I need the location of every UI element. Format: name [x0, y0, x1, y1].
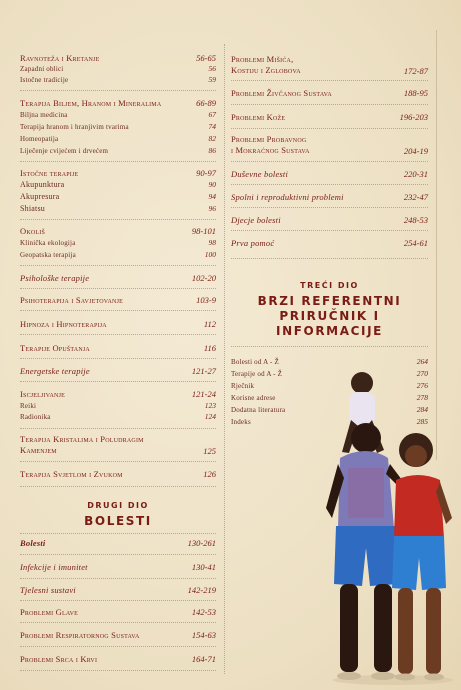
- toc-entry-title: Problemi Glave: [20, 607, 79, 617]
- toc-entry-pages: 96: [208, 204, 216, 213]
- toc-entry-title: Istočne terapije: [20, 168, 79, 178]
- separator: [231, 104, 428, 106]
- toc-entry-title: Hipnoza i Hipnoterapija: [20, 319, 107, 329]
- toc-entry-svjetlo-zvuk[interactable]: [20, 469, 216, 479]
- toc-entry-title: Korisne adrese: [231, 394, 276, 402]
- toc-subentry[interactable]: [20, 146, 216, 156]
- separator: [20, 381, 216, 383]
- toc-entry-pages: 264: [416, 357, 428, 366]
- separator: [231, 80, 428, 82]
- separator: [20, 461, 216, 463]
- toc-entry-pages: 66-89: [196, 98, 216, 108]
- family-photo: [318, 368, 458, 686]
- toc-entry-title: Okoliš: [20, 226, 46, 236]
- separator: [20, 670, 216, 672]
- separator: [20, 90, 216, 92]
- separator: [20, 219, 216, 221]
- toc-entry-pages: 123: [204, 401, 216, 410]
- toc-entry-pages: 124: [204, 412, 216, 421]
- toc-entry-pages: 284: [416, 405, 428, 414]
- toc-subentry[interactable]: [20, 250, 216, 260]
- toc-entry-title: Terapija Biljem, Hranom i Mineralima: [20, 98, 162, 108]
- toc-subentry[interactable]: [20, 64, 216, 74]
- toc-entry-pages: 90-97: [196, 168, 216, 178]
- separator: [20, 578, 216, 580]
- toc-entry-pages: 142-53: [191, 607, 216, 617]
- toc-entry-dusevne[interactable]: [231, 169, 428, 179]
- title-line: PRIRUČNIK I: [279, 309, 380, 323]
- toc-entry-pages: 204-19: [403, 146, 428, 156]
- toc-entry-pages: 56-65: [196, 53, 216, 63]
- toc-entry-pages: 59: [208, 75, 216, 84]
- toc-entry-title: Iscjeljivanje: [20, 389, 65, 399]
- toc-entry-title: Djecje bolesti: [231, 215, 281, 225]
- toc-entry-title: Indeks: [231, 418, 251, 426]
- toc-entry-pages: 196-203: [399, 112, 428, 122]
- toc-entry-title: Problemi Respiratornog Sustava: [20, 630, 140, 640]
- separator: [20, 161, 216, 163]
- toc-entry-title: Terapije od A - Ž: [231, 370, 283, 378]
- part-label: DRUGI DIO: [87, 501, 149, 510]
- toc-entry-pages: 254-61: [403, 238, 428, 248]
- separator: [20, 554, 216, 556]
- toc-entry-pages: 86: [208, 146, 216, 155]
- title-line: Problemi Mišića,: [231, 54, 294, 64]
- toc-entry-pages: 102-20: [191, 273, 216, 283]
- separator: [20, 288, 216, 290]
- toc-entry-kristali[interactable]: [20, 434, 216, 456]
- toc-entry-pages: 154-63: [191, 630, 216, 640]
- toc-entry-title: Akupunktura: [20, 180, 65, 189]
- toc-entry-title: Terapija hranom i hranjivim tvarima: [20, 123, 129, 131]
- toc-entry-tjelesni[interactable]: [20, 585, 216, 595]
- toc-entry-title: Energetske terapije: [20, 366, 90, 376]
- toc-entry-pages: 103-9: [196, 295, 216, 305]
- toc-entry-title: Istočne tradicije: [20, 76, 69, 84]
- toc-entry-title: Biljna medicina: [20, 111, 68, 119]
- toc-entry-pages: 142-219: [187, 585, 216, 595]
- separator: [231, 230, 428, 232]
- toc-entry-infekcije[interactable]: [20, 562, 216, 572]
- toc-entry-title: Psihološke terapije: [20, 273, 90, 283]
- toc-entry-pages: 94: [208, 192, 216, 201]
- toc-entry-glava[interactable]: [20, 607, 216, 617]
- toc-entry-pages: 112: [203, 319, 216, 329]
- title-line: INFORMACIJE: [276, 324, 383, 338]
- toc-entry-prva-pomoc[interactable]: [231, 238, 428, 248]
- toc-entry-pages: 130-261: [187, 538, 216, 548]
- toc-entry-spolni[interactable]: [231, 192, 428, 202]
- toc-entry-pages: 121-27: [191, 366, 216, 376]
- column-divider: [224, 44, 226, 674]
- toc-entry-title: Zapadni oblici: [20, 65, 64, 73]
- toc-entry-psihoterapija[interactable]: [20, 295, 216, 305]
- toc-entry-bolesti[interactable]: [20, 538, 216, 548]
- title-line: Kostiju i Zglobova: [231, 65, 301, 75]
- separator: [20, 265, 216, 267]
- toc-entry-pages: 278: [416, 393, 428, 402]
- separator: [20, 533, 216, 535]
- toc-entry-pages: 67: [208, 110, 216, 119]
- toc-subentry[interactable]: [20, 110, 216, 120]
- toc-entry-title: Problemi Srca i Krvi: [20, 654, 98, 664]
- separator: [20, 646, 216, 648]
- title-line: i Mokraćnog Sustava: [231, 145, 310, 155]
- toc-entry-pages: 130-41: [191, 562, 216, 572]
- toc-entry-title: Terapija Svjetlom i Zvukom: [20, 469, 123, 479]
- toc-subentry[interactable]: [20, 204, 216, 214]
- toc-entry-opustanja[interactable]: [20, 343, 216, 353]
- toc-entry-title: [231, 134, 310, 156]
- toc-entry-pages: 270: [416, 369, 428, 378]
- separator: [231, 184, 428, 186]
- toc-entry-pages: 285: [416, 417, 428, 426]
- toc-entry-title: [20, 434, 144, 456]
- separator: [231, 346, 428, 348]
- toc-entry-title: Klinička ekologija: [20, 239, 76, 247]
- title-line: Problemi Probavnog: [231, 134, 307, 144]
- toc-entry-pages: 98: [208, 238, 216, 247]
- toc-entry-pages: 56: [208, 64, 216, 73]
- toc-entry-title: Terapije Opuštanja: [20, 343, 90, 353]
- separator: [231, 161, 428, 163]
- toc-entry-title: Akupresura: [20, 192, 60, 201]
- separator: [231, 258, 428, 260]
- toc-entry-djecje[interactable]: [231, 215, 428, 225]
- toc-subentry[interactable]: [231, 357, 428, 367]
- toc-subentry[interactable]: [20, 180, 216, 190]
- toc-entry-okolis[interactable]: [20, 226, 216, 236]
- toc-entry-misici[interactable]: [231, 54, 428, 76]
- toc-entry-ravnoteza[interactable]: [20, 53, 216, 63]
- toc-entry-title: Rječnik: [231, 382, 255, 390]
- title-line: BRZI REFERENTNI: [257, 294, 402, 308]
- toc-entry-pages: 74: [208, 122, 216, 131]
- toc-entry-title: Bolesti: [20, 538, 46, 548]
- toc-entry-pages: 164-71: [191, 654, 216, 664]
- toc-entry-hipnoza[interactable]: [20, 319, 216, 329]
- toc-entry-pages: 90: [208, 180, 216, 189]
- toc-entry-title: Spolni i reproduktivni problemi: [231, 192, 344, 202]
- toc-entry-title: Problemi Živčanog Sustava: [231, 88, 332, 98]
- separator: [20, 310, 216, 312]
- toc-subentry[interactable]: [20, 412, 216, 422]
- toc-entry-title: Bolesti od A - Ž: [231, 358, 279, 366]
- part-label: TREĆI DIO: [300, 281, 359, 290]
- toc-entry-srce[interactable]: [20, 654, 216, 664]
- toc-entry-title: Homeopatija: [20, 135, 59, 143]
- part-title: BOLESTI: [84, 514, 152, 528]
- toc-entry-pages: 82: [208, 134, 216, 143]
- toc-entry-title: Psihoterapija i Savjetovanje: [20, 295, 123, 305]
- toc-entry-respiratorni[interactable]: [20, 630, 216, 640]
- toc-entry-pages: 276: [416, 381, 428, 390]
- toc-entry-title: Tjelesni sustavi: [20, 585, 76, 595]
- toc-entry-title: [231, 54, 301, 76]
- toc-entry-pages: 126: [203, 469, 216, 479]
- toc-entry-title: Infekcije i imunitet: [20, 562, 88, 572]
- toc-subentry[interactable]: [20, 238, 216, 248]
- toc-entry-koza[interactable]: [231, 112, 428, 122]
- toc-entry-probavni[interactable]: [231, 134, 428, 156]
- toc-entry-pages: 220-31: [403, 169, 428, 179]
- title-line: Kamenjem: [20, 445, 57, 455]
- toc-entry-pages: 248-53: [403, 215, 428, 225]
- part-title: [231, 294, 428, 339]
- separator: [20, 486, 216, 488]
- title-line: Terapija Kristalima i Poludragim: [20, 434, 144, 444]
- toc-entry-title: Liječenje cvijećem i drvećem: [20, 147, 109, 155]
- toc-entry-pages: 121-24: [191, 389, 216, 399]
- toc-entry-title: Duševne bolesti: [231, 169, 289, 179]
- toc-entry-psiholoske[interactable]: [20, 273, 216, 283]
- toc-entry-title: Problemi Kože: [231, 112, 286, 122]
- toc-entry-pages: 125: [203, 446, 216, 456]
- toc-subentry[interactable]: [20, 401, 216, 411]
- toc-entry-pages: 98-101: [191, 226, 216, 236]
- separator: [20, 622, 216, 624]
- toc-entry-pages: 188-95: [403, 88, 428, 98]
- separator: [20, 600, 216, 602]
- separator: [231, 207, 428, 209]
- separator: [20, 428, 216, 430]
- toc-entry-title: Reiki: [20, 402, 37, 410]
- toc-entry-istocne[interactable]: [20, 168, 216, 178]
- toc-entry-terapija-biljem[interactable]: [20, 98, 216, 108]
- toc-entry-iscjeljivanje[interactable]: [20, 389, 216, 399]
- separator: [20, 334, 216, 336]
- toc-entry-title: Radionika: [20, 413, 51, 421]
- toc-entry-title: Geopatska terapija: [20, 251, 76, 259]
- toc-entry-title: Shiatsu: [20, 204, 45, 213]
- toc-entry-pages: 100: [204, 250, 216, 259]
- toc-subentry[interactable]: [20, 134, 216, 144]
- toc-entry-pages: 172-87: [403, 66, 428, 76]
- toc-entry-title: Dodatna literatura: [231, 406, 286, 414]
- toc-entry-pages: 116: [203, 343, 216, 353]
- toc-subentry[interactable]: [20, 75, 216, 85]
- toc-entry-pages: 232-47: [403, 192, 428, 202]
- toc-entry-title: Ravnoteža i Kretanje: [20, 53, 100, 63]
- toc-entry-title: Prva pomoć: [231, 238, 275, 248]
- separator: [231, 128, 428, 130]
- separator: [20, 358, 216, 360]
- toc-subentry[interactable]: [20, 122, 216, 132]
- toc-entry-energetske[interactable]: [20, 366, 216, 376]
- toc-subentry[interactable]: [20, 192, 216, 202]
- toc-entry-zivcani[interactable]: [231, 88, 428, 98]
